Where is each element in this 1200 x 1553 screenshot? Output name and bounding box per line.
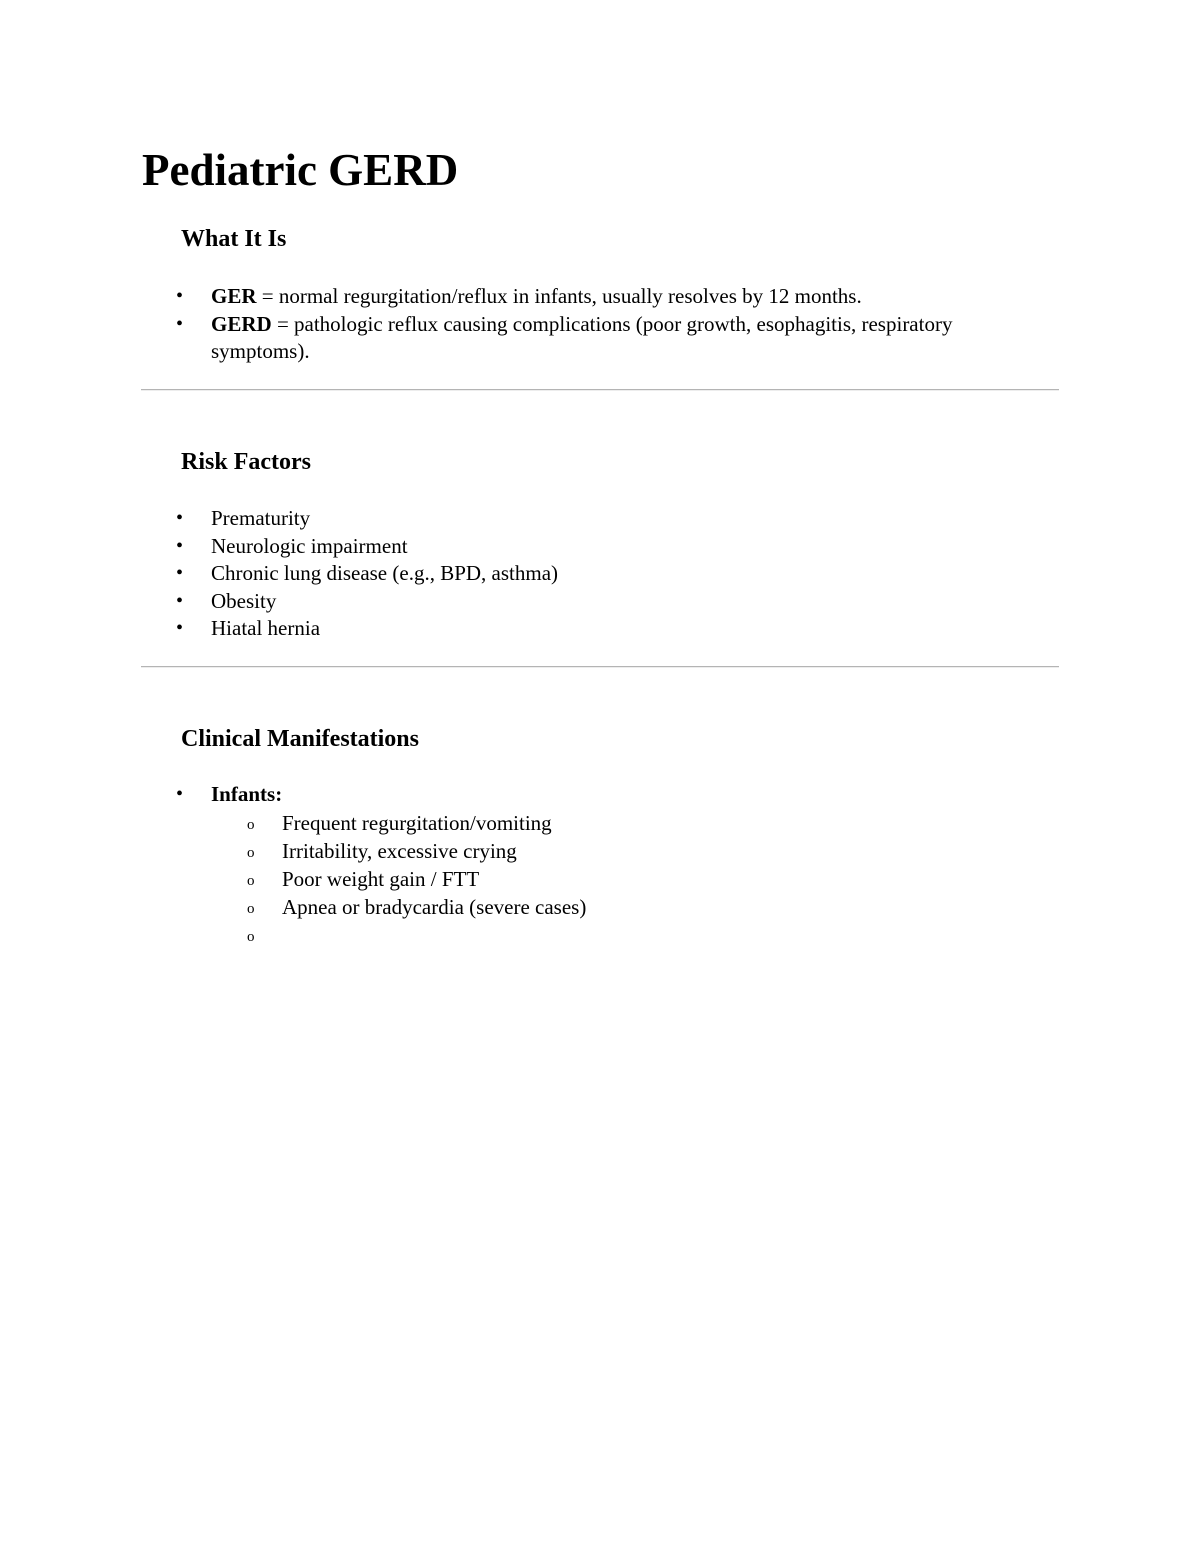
bullet-icon: • <box>176 589 184 612</box>
sub-item-text: Apnea or bradycardia (severe cases) <box>282 895 587 920</box>
list-item <box>0 311 1200 366</box>
bullet-icon: • <box>176 617 184 639</box>
sub-list-item <box>211 809 1050 837</box>
list-item <box>0 283 1200 311</box>
circle-bullet-icon: o <box>247 872 255 889</box>
list-item <box>0 505 1200 533</box>
list-item <box>0 781 1200 950</box>
risk-factor-text: Obesity <box>211 588 277 613</box>
sub-list-item <box>211 893 1050 921</box>
circle-bullet-icon: o <box>247 901 255 918</box>
risk-factor-text: Neurologic impairment <box>211 533 408 558</box>
group-label-infants: Infants: <box>211 782 283 806</box>
bullet-icon: • <box>176 534 184 557</box>
list-item <box>0 560 1200 588</box>
circle-bullet-icon: o <box>247 816 255 833</box>
sub-item-text: Irritability, excessive crying <box>282 838 517 863</box>
bullet-icon: • <box>176 562 184 584</box>
list-item <box>0 588 1200 616</box>
section-heading-what-it-is: What It Is <box>181 226 287 252</box>
sub-item-text: Poor weight gain / FTT <box>282 866 480 891</box>
sub-list-item <box>211 837 1050 865</box>
section-heading-risk-factors: Risk Factors <box>181 449 311 475</box>
term-gerd: GERD <box>211 311 272 336</box>
risk-factor-text: Chronic lung disease (e.g., BPD, asthma) <box>211 561 559 585</box>
sub-list-item <box>211 865 1050 893</box>
circle-bullet-icon: o <box>247 844 255 861</box>
risk-factor-text: Prematurity <box>211 506 311 530</box>
bullet-icon: • <box>176 285 184 307</box>
bullet-icon: • <box>176 507 184 529</box>
bullet-icon: • <box>176 783 184 805</box>
list-item <box>0 533 1200 561</box>
section-heading-clinical-manifestations: Clinical Manifestations <box>181 726 419 752</box>
risk-factor-text: Hiatal hernia <box>211 616 321 640</box>
risk-factors-list <box>0 505 1200 643</box>
term-ger: GER <box>211 284 257 308</box>
clinical-manifestations-list <box>0 781 1200 950</box>
definition-ger: = normal regurgitation/reflux in infants, usually resolves by 12 months. <box>256 284 862 308</box>
sub-item-text: Frequent regurgitation/vomiting <box>282 810 552 835</box>
bullet-icon: • <box>176 312 184 335</box>
section-divider <box>141 666 1059 668</box>
circle-bullet-icon: o <box>247 929 255 946</box>
section-divider <box>141 389 1059 391</box>
document-title: Pediatric GERD <box>142 145 459 195</box>
definition-gerd: = pathologic reflux causing complications (poor growth, esophagitis, respiratory symptoms). <box>211 311 953 363</box>
infants-sublist <box>211 809 1050 950</box>
sub-list-item-empty <box>211 921 1050 949</box>
what-it-is-list <box>0 283 1200 366</box>
list-item <box>0 615 1200 643</box>
